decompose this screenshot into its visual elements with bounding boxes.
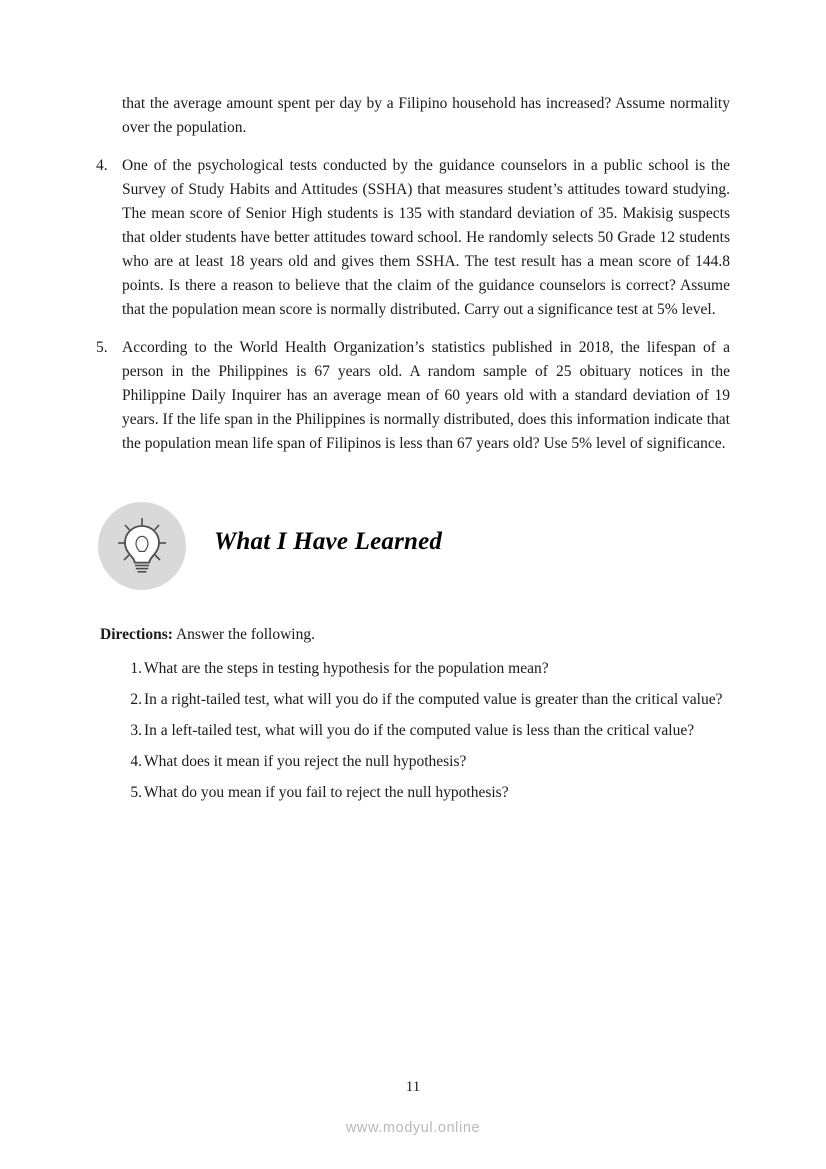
question-text: What does it mean if you reject the null hypothesis? xyxy=(144,753,467,771)
list-item xyxy=(96,782,730,804)
list-item xyxy=(96,720,730,742)
continued-paragraph: that the average amount spent per day by a Filipino household has increased? Assume normality over the population. xyxy=(122,95,730,137)
directions-text: Answer the following. xyxy=(175,626,315,644)
exercise-item-text: According to the World Health Organization’s statistics published in 2018, the lifespan of a person in the Philippines is 67 years old. A random sample of 25 obituary notices in the Philippine Daily Inquirer has an average mean of 60 years old with a standard deviation of 19 years. If the life span in the Philippines is normally distributed, does this information indicate that the population mean life span of Filipinos is less than 67 years old? Use 5% level of significance. xyxy=(122,339,730,453)
question-number: 1. xyxy=(130,660,142,678)
exercise-item xyxy=(96,154,730,322)
exercise-list xyxy=(96,154,730,456)
list-item xyxy=(96,751,730,773)
exercise-item-text: One of the psychological tests conducted by the guidance counselors in a public school is the Survey of Study Habits and Attitudes (SSHA) that measures student’s attitudes toward studying. The mean score of Senior High students is 135 with standard deviation of 35. Makisig suspects that older students have better attitudes toward school. He randomly selects 50 Grade 12 students who are at least 18 years old and gives them SSHA. The test result has a mean score of 144.8 points. Is there a reason to believe that the claim of the guidance counselors is correct? Assume that the population mean score is normally distributed. Carry out a significance test at 5% level. xyxy=(122,157,730,319)
question-number: 2. xyxy=(130,691,142,709)
question-number: 4. xyxy=(130,753,142,771)
watermark: www.modyul.online xyxy=(345,1120,481,1136)
question-text: In a left-tailed test, what will you do if the computed value is less than the critical value? xyxy=(144,722,695,740)
exercise-item-number: 5. xyxy=(96,339,108,357)
question-text: What are the steps in testing hypothesis for the population mean? xyxy=(144,660,549,678)
section-title: What I Have Learned xyxy=(214,528,443,556)
directions-label: Directions: xyxy=(100,626,173,644)
question-text: In a right-tailed test, what will you do if the computed value is greater than the critical value? xyxy=(144,691,723,709)
directions-line xyxy=(100,626,730,644)
list-item xyxy=(96,689,730,711)
list-item xyxy=(96,658,730,680)
question-text: What do you mean if you fail to reject the null hypothesis? xyxy=(144,784,509,802)
lightbulb-badge xyxy=(98,502,186,590)
lightbulb-icon xyxy=(114,516,170,576)
exercise-item xyxy=(96,336,730,456)
question-number: 5. xyxy=(130,784,142,802)
page-number: 11 xyxy=(405,1079,421,1095)
page-content xyxy=(96,92,730,813)
questions-list xyxy=(96,658,730,804)
question-number: 3. xyxy=(130,722,142,740)
exercise-item-number: 4. xyxy=(96,157,108,175)
section-header xyxy=(96,502,730,592)
